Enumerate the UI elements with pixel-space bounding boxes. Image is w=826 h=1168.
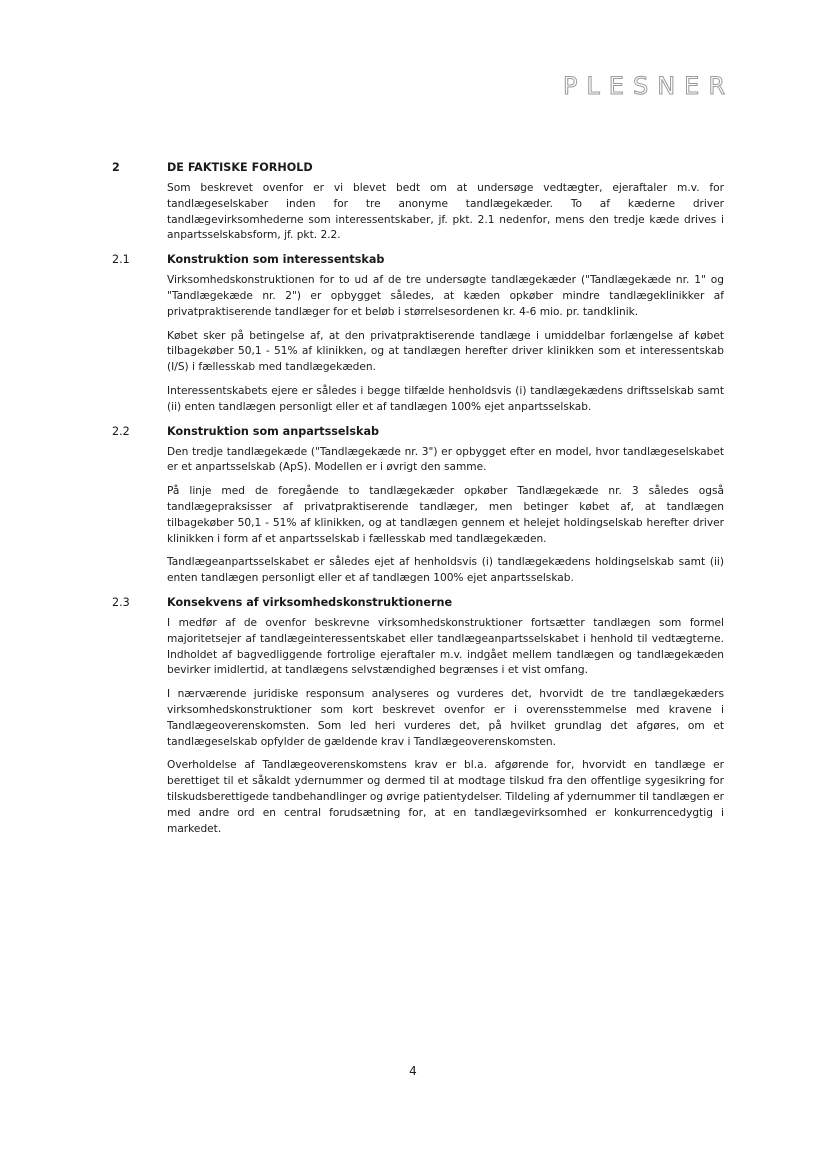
section-2-2 [112, 424, 724, 587]
paragraph: Virksomhedskonstruktionen for to ud af de tre undersøgte tandlægekæder ("Tandlægekæde nr. 1" og "Tandlægekæde nr. 2") er opbygget således, at kæden opkøber mindre tandlægeklinikker af privatpraktiserende tandlæger for et beløb i størrelsesordenen kr. 4-6 mio. pr. tandklinik. [167, 274, 724, 318]
section-2 [112, 160, 724, 244]
document-body [112, 160, 724, 845]
section-number: 2.1 [112, 253, 130, 267]
section-number: 2 [112, 161, 120, 174]
section-heading [112, 252, 724, 267]
section-number: 2.3 [112, 595, 130, 609]
paragraph: Den tredje tandlægekæde ("Tandlægekæde nr. 3") er opbygget efter en model, hvor tandlægeselskabet er et anpartsselskab (ApS). Modellen er i øvrigt den samme. [167, 445, 724, 474]
section-heading [112, 424, 724, 439]
section-number: 2.2 [112, 424, 130, 438]
paragraph: I nærværende juridiske responsum analyseres og vurderes det, hvorvidt de tre tandlægekæders virksomhedskonstruktioner som kort beskrevet ovenfor er i overensstemmelse med kravene i Tandlægeoverenskomsten. Som led heri vurderes det, på hvilket grundlag det afgøres, om et tandlægeselskab opfylder de gældende krav i Tandlægeoverenskomsten. [167, 688, 724, 748]
paragraph: I medfør af de ovenfor beskrevne virksomhedskonstruktioner fortsætter tandlægen som formel majoritetsejer af tandlægeinteressentskabet eller tandlægeanpartsselskabet i henhold til vedtægterne. Indholdet af bagvedliggende fortrolige ejeraftaler m.v. indgået mellem tandlægen og tandlægekæden bevirker imidlertid, at tandlægens selvstændighed begrænses i et vist omfang. [167, 616, 724, 677]
section-title: Konstruktion som anpartsselskab [167, 424, 380, 438]
paragraph: Købet sker på betingelse af, at den privatpraktiserende tandlæge i umiddelbar forlængelse af købet tilbagekøber 50,1 - 51% af klinikken, og at tandlægen herefter driver klinikken som et interessentskab (I/S) i fællesskab med tandlægekæden. [167, 329, 724, 374]
section-title: Konstruktion som interessentskab [167, 253, 385, 267]
plesner-logo: PLESNER [562, 72, 734, 100]
section-2-1 [112, 252, 724, 415]
section-heading [112, 160, 724, 175]
paragraph: Interessentskabets ejere er således i begge tilfælde henholdsvis (i) tandlægekædens driftsselskab samt (ii) enten tandlægen personligt eller et af tandlægen 100% ejet anpartsselskab. [167, 384, 724, 413]
paragraph: Overholdelse af Tandlægeoverenskomstens krav er bl.a. afgørende for, hvorvidt en tandlæge er berettiget til et såkaldt ydernummer og dermed til at modtage tilskud fra den offentlige sygesikring for tilskudsberettigede tandbehandlinger og øvrige patientydelser. Tildeling af ydernummer til tandlægen er med andre ord en central forudsætning for, at en tandlægevirksomhed er konkurrencedygtig i markedet. [167, 759, 724, 835]
paragraph: Tandlægeanpartsselskabet er således ejet af henholdsvis (i) tandlægekædens holdingselskab samt (ii) enten tandlægen personligt eller et af tandlægen 100% ejet anpartsselskab. [167, 556, 724, 585]
section-2-3 [112, 595, 724, 837]
section-title: DE FAKTISKE FORHOLD [167, 161, 313, 174]
paragraph: På linje med de foregående to tandlægekæder opkøber Tandlægekæde nr. 3 således også tandlægepraksisser af privatpraktiserende tandlæger, men betinger købet af, at tandlægen tilbagekøber 50,1 - 51% af klinikken, og at tandlægen gennem et helejet holdingselskab herefter driver klinikken i form af et anpartsselskab i fællesskab med tandlægekæden. [167, 485, 724, 545]
section-heading [112, 595, 724, 610]
section-title: Konsekvens af virksomhedskonstruktionerne [167, 595, 453, 609]
page-number: 4 [409, 1064, 417, 1078]
paragraph: Som beskrevet ovenfor er vi blevet bedt om at undersøge vedtægter, ejeraftaler m.v. for tandlægeselskaber inden for tre anonyme tandlægekæder. To af kæderne driver tandlægevirksomhederne som interessentskaber, jf. pkt. 2.1 nedenfor, mens den tredje kæde drives i anpartsselskabsform, jf. pkt. 2.2. [167, 182, 724, 242]
